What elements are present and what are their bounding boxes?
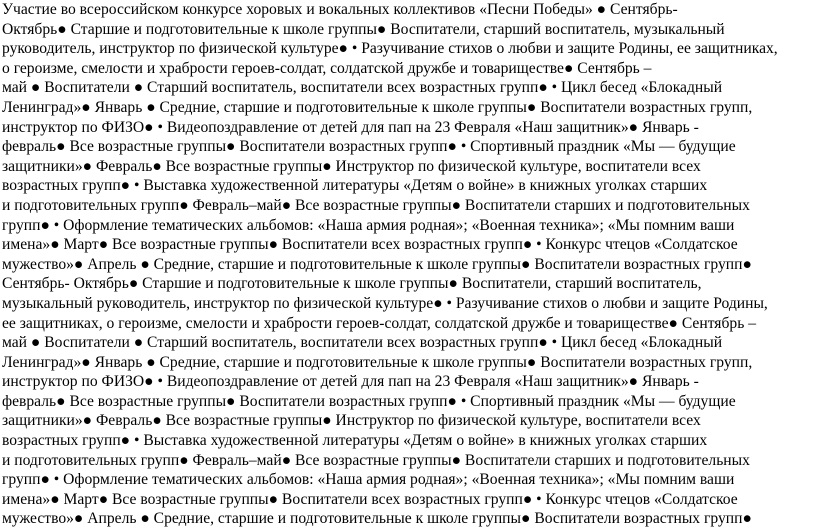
text-line: Участие во всероссийском конкурсе хоровых и вокальных коллективов «Песни Победы» ● Сентябрь- bbox=[2, 1, 678, 18]
text-line: защитники»● Февраль● Все возрастные группы● Инструктор по физической культуре, воспитатели всех bbox=[2, 157, 701, 175]
text-line: возрастных групп● • Выставка художественной литературы «Детям о войне» в книжных уголках старших bbox=[2, 432, 708, 450]
text-line: Октябрь● Старшие и подготовительные к школе группы● Воспитатели, старший воспитатель, музыкальный bbox=[2, 20, 725, 38]
text-line: возрастных групп● • Выставка художественной литературы «Детям о войне» в книжных уголках старших bbox=[2, 177, 708, 195]
text-line: май ● Воспитатели ● Старший воспитатель, воспитатели всех возрастных групп● • Цикл бесед «Блокадный bbox=[2, 334, 723, 352]
text-line: Ленинград»● Январь ● Средние, старшие и подготовительные к школе группы● Воспитатели возрастных групп, bbox=[2, 353, 753, 371]
text-line: Ленинград»● Январь ● Средние, старшие и подготовительные к школе группы● Воспитатели возрастных групп, bbox=[2, 98, 753, 116]
text-line: и подготовительных групп● Февраль–май● Все возрастные группы● Воспитатели старших и подготовительных bbox=[2, 196, 750, 214]
text-line: групп● • Оформление тематических альбомов: «Наша армия родная»; «Военная техника»; «Мы помним ваши bbox=[2, 216, 735, 234]
text-line: февраль● Все возрастные группы● Воспитатели возрастных групп● • Спортивный праздник «Мы — будущие bbox=[2, 392, 736, 410]
text-line: май ● Воспитатели ● Старший воспитатель, воспитатели всех возрастных групп● • Цикл бесед «Блокадный bbox=[2, 79, 723, 97]
text-line: групп● • Оформление тематических альбомов: «Наша армия родная»; «Военная техника»; «Мы помним ваши bbox=[2, 471, 735, 489]
text-line: руководитель, инструктор по физической культуре● • Разучивание стихов о любви и защите Родины, ее защитниках, bbox=[2, 40, 778, 58]
text-line: имена»● Март● Все возрастные группы● Воспитатели всех возрастных групп● • Конкурс чтецов «Солдатское bbox=[2, 236, 738, 254]
text-line: о героизме, смелости и храбрости героев-солдат, солдатской дружбе и товариществе● Сентябрь – bbox=[2, 59, 652, 77]
text-line: февраль● Все возрастные группы● Воспитатели возрастных групп● • Спортивный праздник «Мы — будущие bbox=[2, 138, 736, 156]
text-line: и подготовительных групп● Февраль–май● Все возрастные группы● Воспитатели старших и подготовительных bbox=[2, 451, 750, 469]
text-line: инструктор по ФИЗО● • Видеопоздравление от детей для пап на 23 Февраля «Наш защитник»● Январь - bbox=[2, 118, 699, 136]
text-line: Сентябрь- Октябрь● Старшие и подготовительные к школе группы● Воспитатели, старший воспитатель, bbox=[2, 275, 702, 293]
text-line: мужество»● Апрель ● Средние, старшие и подготовительные к школе группы● Воспитатели возрастных групп● bbox=[2, 255, 752, 273]
text-line: ее защитниках, о героизме, смелости и храбрости героев-солдат, солдатской дружбе и товариществе● Сентябрь – bbox=[2, 314, 757, 332]
text-line: инструктор по ФИЗО● • Видеопоздравление от детей для пап на 23 Февраля «Наш защитник»● Январь - bbox=[2, 373, 699, 391]
text-line: имена»● Март● Все возрастные группы● Воспитатели всех возрастных групп● • Конкурс чтецов «Солдатское bbox=[2, 490, 738, 508]
text-line: защитники»● Февраль● Все возрастные группы● Инструктор по физической культуре, воспитатели всех bbox=[2, 412, 701, 430]
text-line: музыкальный руководитель, инструктор по физической культуре● • Разучивание стихов о любви и защите Родины, bbox=[2, 294, 768, 312]
document-body bbox=[2, 0, 814, 529]
text-line: мужество»● Апрель ● Средние, старшие и подготовительные к школе группы● Воспитатели возрастных групп● bbox=[2, 510, 752, 528]
